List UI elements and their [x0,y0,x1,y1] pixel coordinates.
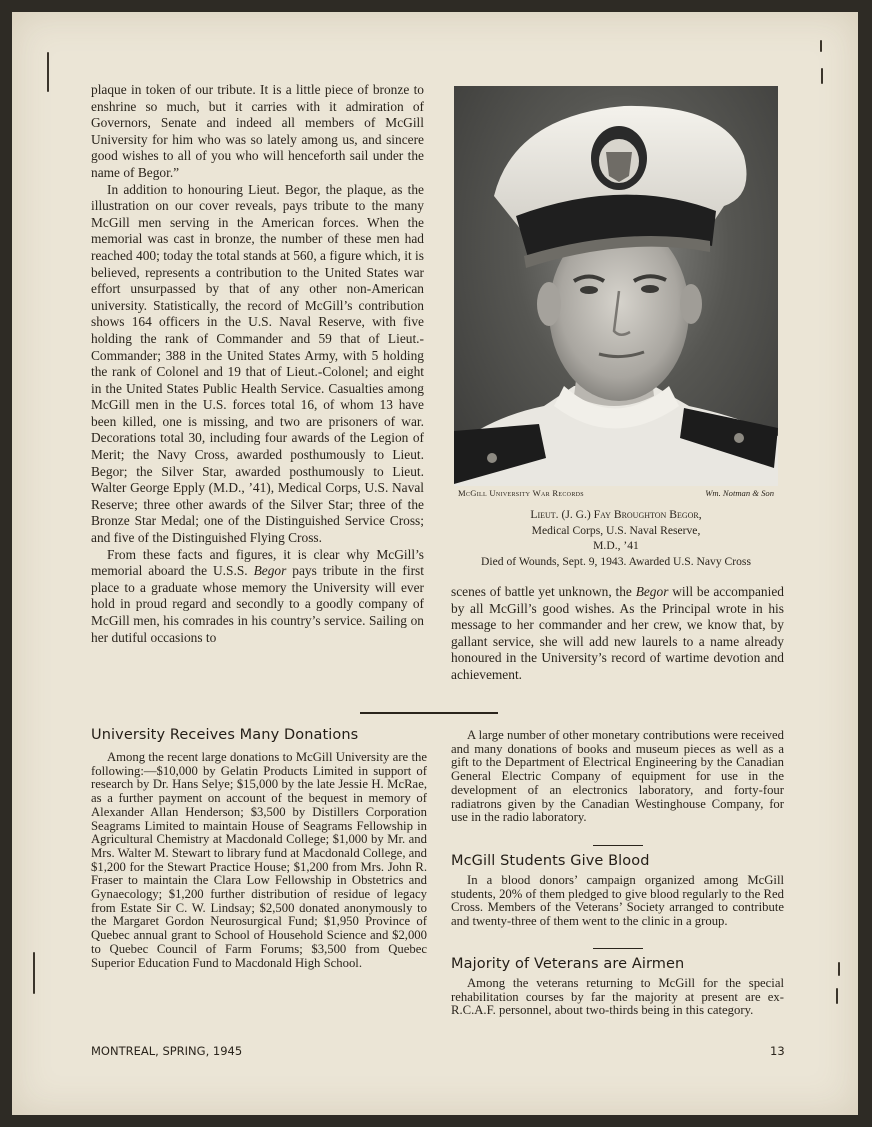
ship-name: Begor [253,563,287,579]
paragraph-3-text-a: From these facts and figures, it is clear why McGill’s memorial aboard the U.S.S. [91,546,424,579]
article-paragraph-4 [451,584,784,684]
donations-heading: University Receives Many Donations [91,727,359,743]
article-paragraph-1: plaque in token of our tribute. It is a little piece of bronze to enshrine so much, but it carries with it admiration of Governors, Senate and indeed all members of McGill University for him who was so lately among us, and sincere good wishes to all of you who will henceforth sail under the name of Begor.” [91,82,424,180]
caption-name: Lieut. (J. G.) Fay Broughton Begor, [530,508,702,521]
footer-issue: MONTREAL, SPRING, 1945 [91,1044,243,1058]
blood-paragraph: In a blood donors’ campaign organized among McGill students, 20% of them pledged to give blood regularly to the Red Cross. Members of the Veterans’ Society arranged to contribute and twenty-three of them went to the clinic in a group. [451,873,784,929]
portrait-photo [454,86,778,486]
article-right-column [451,584,784,684]
divider-short-1 [593,845,643,846]
page-number: 13 [770,1044,785,1058]
veterans-heading: Majority of Veterans are Airmen [451,956,685,972]
binder-mark-top-left [47,52,49,92]
caption-note: Died of Wounds, Sept. 9, 1943. Awarded U.S. Navy Cross [481,554,751,568]
photo-credit-left: McGill University War Records [458,488,584,498]
veterans-paragraph: Among the veterans returning to McGill for the special rehabilitation courses by far the majority at present are ex-R.C.A.F. personnel, about two-thirds being in this category. [451,976,784,1018]
caption-unit: Medical Corps, U.S. Naval Reserve, [531,523,701,537]
caption-degree: M.D., ’41 [593,539,639,553]
photo-credit-right: Wm. Notman & Son [705,488,774,498]
article-paragraph-3 [91,547,424,647]
paragraph-3-text-b: pays tribute in the first place to a graduate whose memory the University will ever hold in proud regard and secondly to a goodly company of McGill men, his comrades in his country’s service. Sailing on her dutiful occasions to [91,563,424,645]
binder-mark-top-right-2 [821,68,823,84]
divider-short-2 [593,948,643,949]
binder-mark-bottom-right-2 [836,988,838,1004]
article-paragraph-2: In addition to honouring Lieut. Begor, the plaque, as the illustration on our cover reveals, pays tribute to the many McGill men serving in the American forces. When the memorial was cast in bronze, the number of these men had reached 400; today the total stands at 560, a figure which, it is believed, represents a contribution to the United States war effort unsurpassed by that of any other non-American university. Statistically, the record of McGill’s contribution shows 164 officers in the U.S. Naval Reserve, with five holding the rank of Commander and 59 that of Lieut.-Commander; 388 in the United States Army, with 5 holding the rank of Colonel and 19 that of Lieut.-Colonel; and eight in the United States Public Health Service. Casualties among McGill men in the U.S. forces total 16, of whom 13 have been killed, one is missing, and two are prisoners of war. Decorations total 30, including four awards of the Legion of Merit; the Navy Cross, awarded posthumously to Lieut. Begor; the Silver Star, awarded posthumously to Lieut. Walter George Epply (M.D., ’41), Medical Corps, U.S. Naval Reserve; three other awards of the Silver Star; three of the Bronze Star Medal; one of the Distinguished Service Cross; and five of the Distinguished Flying Cross. [91,181,424,546]
veterans-body [451,977,784,1018]
portrait-illustration [454,86,778,486]
photo-caption [454,507,778,569]
blood-heading: McGill Students Give Blood [451,853,650,869]
donations-continued [451,729,784,825]
ship-name-2: Begor [635,584,669,599]
donations-paragraph: Among the recent large donations to McGill University are the following:—$10,000 by Gelatin Products Limited in support of research by Dr. Hans Selye; $15,000 by the late Jessie H. McRae, as a further payment on account of the bequest in memory of Alexander Allan Henderson; $3,500 by Distillers Corporation Seagrams Limited to maintain House of Seagrams Fellowship in Agricultural Chemistry at Macdonald College; $1,000 by Mr. and Mrs. Walter M. Stewart to library fund at Macdonald College, and $1,200 for the Stewart Practice House; $1,200 from Mrs. John R. Fraser to maintain the Clara Low Fellowship in Obstetrics and Gynaecology; $1,200 further distribution of residue of legacy from Estate Sir C. W. Lindsay; $2,500 donated anonymously to the Margaret Gordon Neurosurgical Fund; $1,950 Province of Quebec annual grant to School of Household Science and $2,000 to Quebec Council of Farm Forums; $3,500 from Quebec Superior Education Fund to Macdonald High School. [91,750,427,970]
article-left-column [91,82,424,646]
paragraph-4-text-a: scenes of battle yet unknown, the [451,584,636,599]
binder-mark-bottom-left [33,952,35,994]
donations-continued-paragraph: A large number of other monetary contributions were received and many donations of books and museum pieces as well as a gift to the Department of Electrical Engineering by the Canadian General Electric Company of equipment for use in the development of an electronics laboratory, and forty-four radiatrons given by the Canadian Westinghouse Company, for use in the radio laboratory. [451,728,784,825]
donations-body [91,751,427,970]
paragraph-4-text-b: will be accompanied by all McGill’s good wishes. As the Principal wrote in his message to her commander and her crew, we know that, by gallant service, she will add new laurels to a name already honoured in the University’s record of wartime devotion and achievement. [451,584,784,682]
binder-mark-bottom-right [838,962,840,976]
binder-mark-top-right [820,40,822,52]
blood-body [451,874,784,929]
section-divider [360,712,498,714]
